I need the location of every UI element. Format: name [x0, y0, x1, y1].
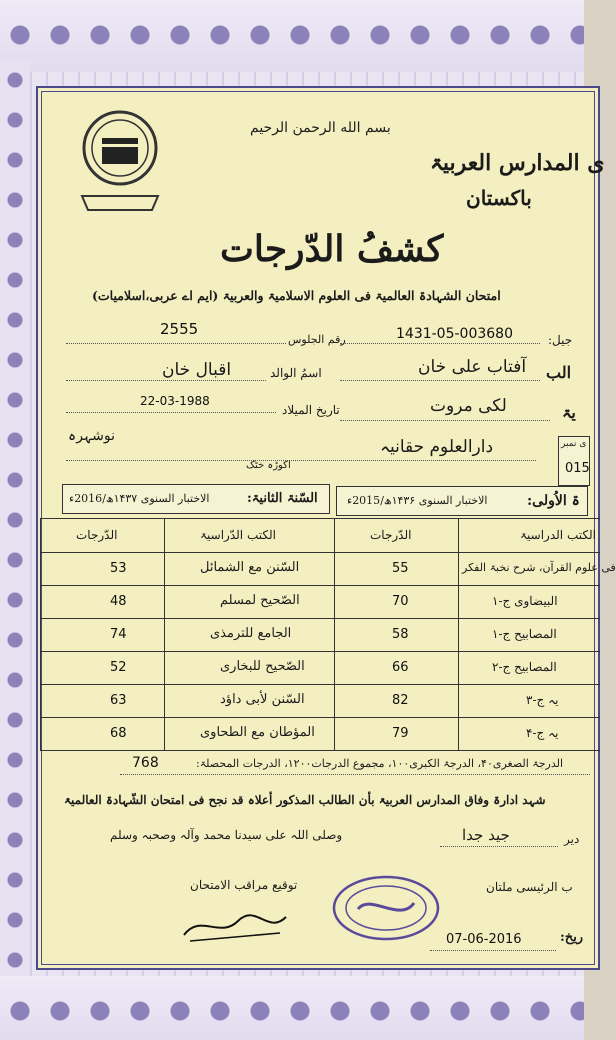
right-book: فی علوم القرآن، شرح نخبۃ الفکر [462, 561, 616, 574]
table-row [40, 717, 600, 751]
total-marks: 768 [132, 755, 159, 771]
blessing-line: وصلی اللہ علی سیدنا محمد وآلہ وصحبہ وسلم [110, 828, 343, 842]
madrasa-name: دارالعلوم حقانیہ [380, 437, 494, 457]
table-row [40, 618, 600, 652]
ornamental-border-top [0, 0, 584, 72]
table-divider [458, 518, 459, 750]
first-year-header [336, 486, 588, 516]
roll-underline [66, 343, 286, 344]
grade-label: دیر [564, 832, 580, 846]
left-book: السّنن مع الشمائل [200, 560, 300, 575]
first-year-exam: الاختبار السنوی ۱۴۳۶ھ/2015ء [347, 494, 488, 507]
first-year-label: ۃ الاُولی: [527, 493, 580, 509]
dob-underline [66, 412, 276, 413]
left-mark: 52 [110, 660, 127, 675]
father-underline [66, 380, 266, 381]
grade-value: جید جدا [462, 826, 510, 844]
student-label: الب [546, 363, 572, 382]
right-mark: 58 [392, 627, 409, 642]
center-number-box [558, 436, 590, 486]
exam-title: امتحان الشہادۃ العالمیۃ فی العلوم الاسلامیۃ والعربیۃ (ایم اے عربی،اسلامیات) [92, 288, 501, 303]
right-mark: 70 [392, 594, 409, 609]
date-underline [430, 950, 556, 951]
left-mark: 63 [110, 693, 127, 708]
registration-underline [340, 343, 540, 344]
table-row [40, 684, 600, 718]
left-mark: 74 [110, 627, 127, 642]
certification-statement: شہد ادارۃ وفاق المدارس العربیۃ بأن الطالب المذکور أعلاہ قد نجح فی امتحان الشّہادۃ العالمیۃ [64, 793, 546, 807]
left-book: الصّحیح للبخاری [220, 659, 305, 674]
district-underline [340, 420, 550, 421]
organization-country: باکستان [466, 186, 532, 210]
right-book: یہ ج-۳ [526, 693, 559, 707]
left-book: الصّحیح لمسلم [220, 593, 300, 608]
table-row [40, 651, 600, 685]
totals-underline [120, 774, 590, 775]
organization-name: ی المدارس العربیۃ [430, 150, 605, 176]
second-year-label: السّنۃ الثانیۃ: [247, 491, 318, 506]
ornamental-border-left [0, 60, 30, 990]
inspector-signature [180, 905, 290, 947]
madrasa-underline [66, 460, 536, 461]
student-underline [340, 380, 540, 381]
second-year-header [62, 484, 330, 514]
wifaq-logo-emblem [72, 108, 168, 218]
ornamental-border-bottom [0, 976, 584, 1040]
header-marks-right: الدّرجات [370, 528, 412, 542]
father-name-label: اسمُ الوالد [270, 366, 322, 380]
issue-date: 07-06-2016 [446, 932, 522, 947]
date-label: ریخ: [560, 930, 584, 945]
main-office-label: ب الرئیسی ملتان [486, 880, 573, 894]
right-mark: 55 [392, 561, 409, 576]
district-value: لکی مروت [430, 396, 507, 416]
table-divider [164, 518, 165, 750]
center-number-label: ی نمبر [561, 439, 587, 449]
right-book: البیضاوی ج-۱ [492, 594, 558, 608]
header-books-right: الکتب الدراسیۃ [520, 528, 596, 542]
table-header-row [40, 519, 600, 553]
district-label: یۃ [562, 403, 576, 422]
center-number-value: 015 [565, 461, 590, 476]
madrasa-city: نوشہرہ [68, 428, 115, 444]
header-books-left: الکتب الدّراسیۃ [200, 528, 276, 542]
left-book: المؤطان مع الطحاوی [200, 725, 315, 740]
right-book: یہ ج-۴ [526, 726, 559, 740]
document-title: کشفُ الدّرجات [220, 228, 444, 270]
table-row [40, 585, 600, 619]
official-stamp [330, 873, 442, 943]
left-mark: 53 [110, 561, 127, 576]
bismillah: بسم الله الرحمن الرحیم [250, 120, 391, 136]
left-mark: 68 [110, 726, 127, 741]
grade-underline [440, 846, 558, 847]
exam-inspector-signature-label: توقیع مراقب الامتحان [190, 878, 298, 892]
father-name: اقبال خان [162, 360, 232, 380]
roll-number-value: 2555 [160, 320, 199, 338]
header-marks-left: الدّرجات [76, 528, 118, 542]
dob-value: 22-03-1988 [140, 394, 210, 408]
roll-number-label: رقم الجلوس [288, 333, 346, 346]
right-mark: 82 [392, 693, 409, 708]
totals-line: الدرجۃ الصغری۴۰، الدرجۃ الکبری۱۰۰، مجموع الدرجات۱۲۰۰، الدرجات المحصلۃ: [196, 757, 564, 770]
right-mark: 66 [392, 660, 409, 675]
registration-value: 1431-05-003680 [396, 326, 513, 342]
left-book: السّنن لأبی داؤد [220, 692, 305, 707]
student-name: آفتاب علی خان [418, 357, 527, 377]
dob-label: تاریخ المیلاد [282, 403, 340, 417]
table-row [40, 552, 616, 586]
table-border-left [40, 518, 41, 750]
left-book: الجامع للترمذی [210, 626, 292, 641]
madrasa-place: اکوڑہ خٹک [246, 460, 291, 471]
right-mark: 79 [392, 726, 409, 741]
table-divider-center [334, 518, 335, 750]
second-year-exam: الاختبار السنوی ۱۴۳۷ھ/2016ء [69, 492, 210, 505]
right-book: المصابیح ج-۱ [492, 627, 557, 641]
left-mark: 48 [110, 594, 127, 609]
registration-label: جیل: [548, 333, 573, 347]
right-book: المصابیح ج-۲ [492, 660, 557, 674]
marks-table [40, 518, 616, 751]
